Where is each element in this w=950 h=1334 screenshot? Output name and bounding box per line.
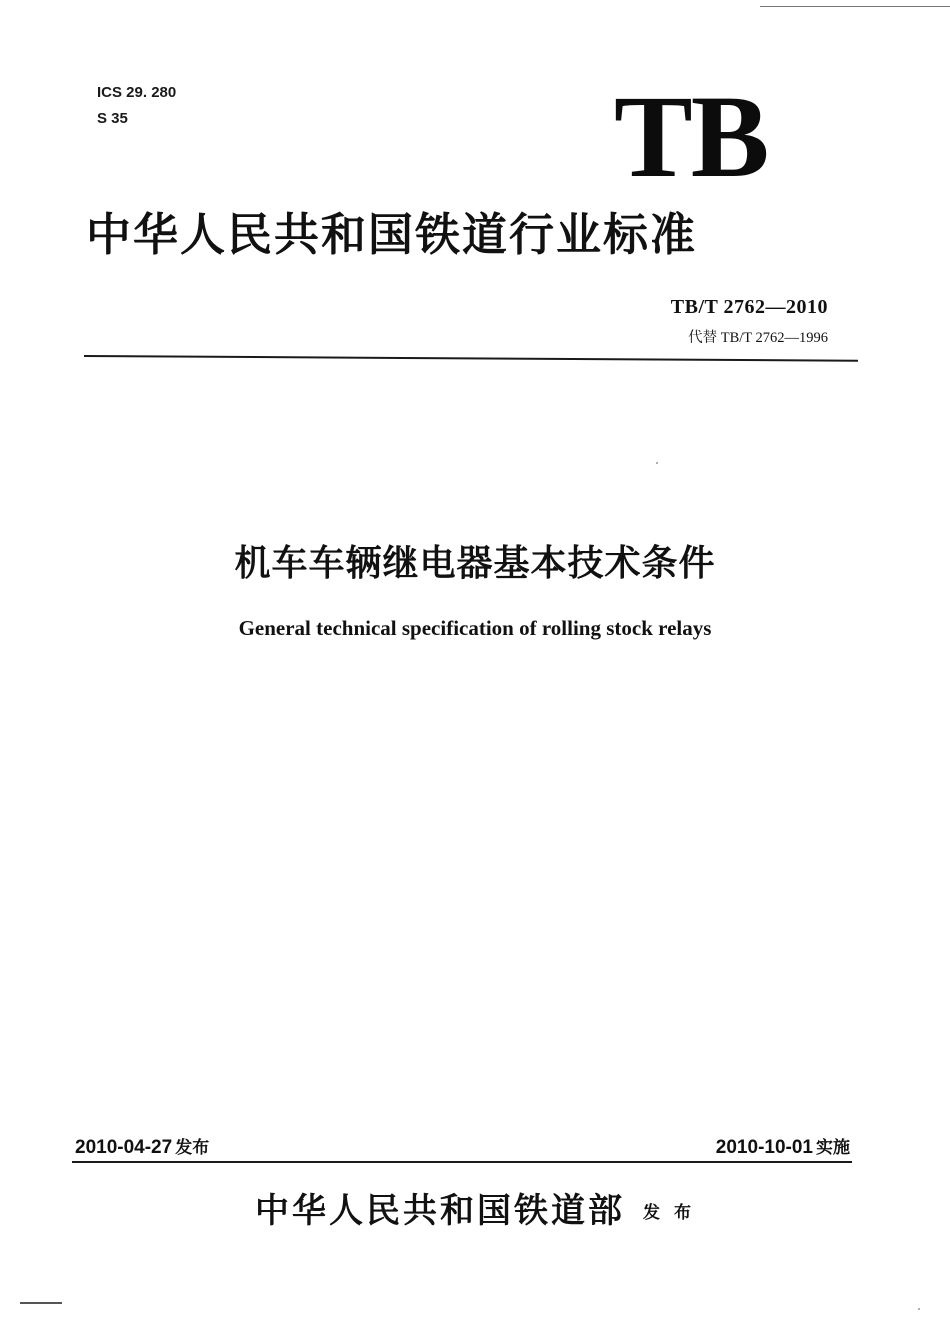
implement-date: 2010-10-01 <box>715 1137 813 1158</box>
standard-type-heading: 中华人民共和国铁道行业标准 <box>86 208 698 261</box>
scan-corner-mark <box>20 1302 62 1304</box>
document-title-en: General technical specification of rolling stock relays <box>238 616 712 640</box>
issuer-action: 发 布 <box>643 1203 695 1223</box>
scan-edge-mark <box>760 0 950 7</box>
ccs-code: S 35 <box>97 110 128 127</box>
issue-date-block <box>75 1133 209 1159</box>
document-title-cn: 机车车辆继电器基本技术条件 <box>234 543 716 584</box>
tb-logo: TB <box>614 71 768 202</box>
standard-number: TB/T 2762—2010 <box>670 296 828 318</box>
implement-date-block <box>716 1133 850 1159</box>
issue-date: 2010-04-27 <box>75 1137 173 1158</box>
issuer-organization: 中华人民共和国铁道部 <box>255 1191 626 1231</box>
issue-label: 发布 <box>175 1138 210 1158</box>
issuer-line <box>0 1183 950 1232</box>
replaces-note: 代替 TB/T 2762—1996 <box>688 330 828 346</box>
scan-speck <box>918 1308 920 1310</box>
header-divider <box>84 355 858 362</box>
footer-divider <box>72 1161 852 1163</box>
implement-label: 实施 <box>816 1138 850 1158</box>
scan-speck <box>656 462 658 464</box>
ics-code: ICS 29. 280 <box>97 84 177 101</box>
